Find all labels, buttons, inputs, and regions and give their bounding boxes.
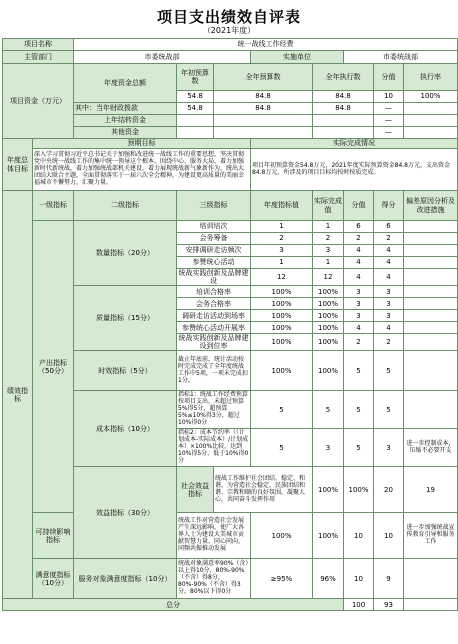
- quantity-row-name: 培训培次: [177, 221, 251, 233]
- timeliness-row-score: 5: [374, 351, 404, 391]
- quantity-row-actual: 12: [313, 269, 344, 286]
- quantity-row-note: [404, 245, 458, 257]
- quality-row-target: 100%: [251, 322, 313, 334]
- quality-row-score: 2: [374, 334, 404, 351]
- cost-row-note: 进一步控制成本，压缩不必要开支: [404, 429, 458, 467]
- quantity-row-weight: 6: [344, 221, 374, 233]
- quality-row-target: 100%: [251, 334, 313, 351]
- funds-other-executed: [313, 127, 374, 139]
- satisfaction-row-actual: 96%: [313, 559, 344, 599]
- funds-other-weight: —: [374, 127, 404, 139]
- quantity-row-name: 统战实践创新及品牌建设: [178, 269, 249, 286]
- quality-row-name: 调研走访活动到场率: [177, 310, 251, 322]
- funds-header-rate: 执行率: [404, 64, 458, 91]
- quality-row-score: 3: [374, 310, 404, 322]
- quantity-row-target: 3: [251, 245, 313, 257]
- quantity-row-score: 6: [374, 221, 404, 233]
- cost-row-note: [404, 391, 458, 429]
- cost-row-actual: 3: [313, 429, 344, 467]
- ind-header-level3: 三级指标: [177, 191, 251, 221]
- quantity-row-weight: 4: [344, 245, 374, 257]
- quality-row-note: [404, 322, 458, 334]
- ind-header-weight: 分值: [344, 191, 374, 221]
- quality-row-note: [404, 298, 458, 310]
- cost-row-name: 指标2：成本节约率（（计划成本-实际成本）/计划成本）×100%比较，达到10%得5分，低于10%得0分: [177, 429, 251, 467]
- quality-row-actual: 100%: [313, 298, 344, 310]
- quality-row-name: 会务合格率: [177, 298, 251, 310]
- impl-unit-value: 市委统战部: [344, 51, 458, 64]
- total-score: 93: [374, 599, 404, 611]
- quality-row-target: 100%: [251, 298, 313, 310]
- funds-fiscal-label: 其中：当年财政拨款: [74, 103, 177, 115]
- funds-group-label: 项目资金（万元）: [3, 64, 74, 139]
- timeliness-row-name: 截止年底前，统计活动按时完成完成了全年度统战工作中5项，一项未完成扣1分。: [177, 351, 251, 391]
- ind-header-level1: 一级指标: [33, 191, 74, 221]
- timeliness-indicator-label: 时效指标（5分）: [74, 351, 177, 391]
- quantity-row-weight: 4: [344, 257, 374, 269]
- sustain-row-note: 进一步加强统战宣传教育引导和服务工作: [404, 513, 458, 559]
- quality-row-weight: 2: [344, 334, 374, 351]
- quantity-row-weight: 2: [344, 233, 374, 245]
- satisfaction-sub-label: 服务对象满意度指标（10分）: [74, 559, 177, 599]
- sustain-row-weight: 10: [344, 513, 374, 559]
- cost-row-actual: 5: [313, 391, 344, 429]
- cost-row-score: 5: [374, 391, 404, 429]
- funds-total-annual: 84.8: [214, 91, 313, 103]
- quality-row-score: 3: [374, 286, 404, 298]
- funds-other-label: 其他资金: [74, 127, 177, 139]
- funds-header-initial: 年初预算数: [177, 64, 214, 91]
- quality-row-name: 培训合格率: [177, 286, 251, 298]
- impl-unit-label: 实施单位: [251, 51, 344, 64]
- dept-label: 主管部门: [3, 51, 74, 64]
- timeliness-row-note: [404, 351, 458, 391]
- quantity-row-score: 4: [374, 245, 404, 257]
- sustainable-impact-label: 可持续影响指标: [33, 513, 74, 559]
- funds-other-annual: [214, 127, 313, 139]
- timeliness-row-weight: 5: [344, 351, 374, 391]
- funds-total-executed: 84.8: [313, 91, 374, 103]
- evaluation-table: [2, 38, 458, 611]
- funds-fiscal-rate: [404, 103, 458, 115]
- social-row-name: 统战工作维护社会团结、稳定、和谐，为营造社会稳定、民族团结和谐、宗教和顺的良好氛围，凝聚人心，共同奋斗发挥作用: [214, 467, 313, 513]
- satisfaction-indicator-label: 满意度指标（10分）: [33, 559, 74, 599]
- funds-carryover-annual: [214, 115, 313, 127]
- ind-header-level2: 二级指标: [74, 191, 177, 221]
- quantity-row-target: 2: [251, 233, 313, 245]
- funds-other-rate: [404, 127, 458, 139]
- satisfaction-row-name: 统战对象满意率90%（含）以上得10分，80%-90%（不含）得8分，80%-90%（不含）得3分，80%以下得0分: [177, 559, 251, 599]
- cost-indicator-label: 成本指标（10分）: [74, 391, 177, 467]
- satisfaction-row-note: [404, 559, 458, 599]
- quantity-row-name: 安排调研走访频次: [177, 245, 251, 257]
- goals-actual-header: 实际完成情况: [251, 139, 458, 149]
- timeliness-row-actual: 100%: [313, 351, 344, 391]
- goals-label: 年度总体目标: [3, 139, 33, 191]
- quantity-row-score: 2: [374, 233, 404, 245]
- cost-row-score: 3: [374, 429, 404, 467]
- quality-row-target: 100%: [251, 286, 313, 298]
- funds-fiscal-executed: 84.8: [313, 103, 374, 115]
- quality-row-note: [404, 310, 458, 322]
- quantity-row-target: 1: [251, 221, 313, 233]
- quality-row-weight: 4: [344, 322, 374, 334]
- quality-row-actual: 100%: [313, 286, 344, 298]
- output-indicator-label: 产出指标（50分）: [33, 221, 74, 513]
- quantity-row-actual: 3: [313, 245, 344, 257]
- sustain-row-score: 10: [374, 513, 404, 559]
- ind-header-note: 偏差原因分析及改进措施: [404, 191, 458, 221]
- quantity-row-score: 4: [374, 269, 404, 286]
- page-subtitle: （2021年度）: [202, 26, 256, 35]
- quality-row-note: [404, 286, 458, 298]
- quality-indicator-label: 质量指标（15分）: [74, 286, 177, 351]
- benefit-indicator-label: 效益指标（30分）: [74, 467, 177, 559]
- funds-carryover-executed: [313, 115, 374, 127]
- funds-header-executed: 全年执行数: [313, 64, 374, 91]
- cost-row-weight: 5: [344, 391, 374, 429]
- project-name-label: 项目名称: [3, 39, 74, 51]
- satisfaction-row-target: ≥95%: [251, 559, 313, 599]
- quantity-row-note: [404, 233, 458, 245]
- funds-fiscal-weight: —: [374, 103, 404, 115]
- quantity-row-score: 4: [374, 257, 404, 269]
- quality-row-score: 3: [374, 298, 404, 310]
- social-benefit-label: 社会效益指标: [177, 467, 214, 513]
- funds-carryover-initial: [177, 115, 214, 127]
- sustain-row-name: 统战工作对营造社会发展产生深远影响，使广大各界人士为建设大美城市贡献智慧力量，同心同向，同频共振推动发展: [177, 513, 251, 559]
- quality-row-name: 统战实践创新及品牌建设到位率: [178, 334, 249, 351]
- goals-expected-text: 深入学习贯彻习近平总书记关于加强和改进统一战线工作的重要思想，坚决贯彻党中央统一战线工作的集中统一领导这个根本，围绕中心、服务大局，着力加强新时代新统战，着力加强统战部机关建设，着力展现统战新气象新作为，统出大团结大联合主题，全面贯彻落实于一届六次全会精神，为建设更高质量的美丽幸福城市不懈努力，汇聚力量。: [33, 149, 251, 191]
- funds-total-rate: 100%: [404, 91, 458, 103]
- page-title: 项目支出绩效自评表: [156, 8, 301, 26]
- funds-total-initial: 54.8: [177, 91, 214, 103]
- ind-header-target: 年度指标值: [251, 191, 313, 221]
- social-row-weight: 20: [374, 467, 404, 513]
- quantity-indicator-label: 数量指标（20分）: [74, 221, 177, 286]
- quality-row-actual: 100%: [313, 334, 344, 351]
- cost-row-target: 5: [251, 429, 313, 467]
- quality-row-score: 4: [374, 322, 404, 334]
- quantity-row-note: [404, 269, 458, 286]
- quantity-row-actual: 1: [313, 257, 344, 269]
- funds-other-initial: [177, 127, 214, 139]
- funds-fiscal-initial: 54.8: [177, 103, 214, 115]
- quantity-row-target: 1: [251, 257, 313, 269]
- quality-row-weight: 3: [344, 298, 374, 310]
- goals-expected-header: 预期目标: [33, 139, 251, 149]
- quality-row-note: [404, 334, 458, 351]
- quality-row-weight: 3: [344, 310, 374, 322]
- funds-total-weight: 10: [374, 91, 404, 103]
- social-row-score: 19: [404, 467, 458, 513]
- quality-row-actual: 100%: [313, 322, 344, 334]
- total-note: [404, 599, 458, 611]
- quantity-row-note: [404, 221, 458, 233]
- funds-total-label: 年度资金总额: [74, 64, 177, 103]
- funds-header-weight: 分值: [374, 64, 404, 91]
- funds-fiscal-annual: 84.8: [214, 103, 313, 115]
- quality-row-target: 100%: [251, 310, 313, 322]
- quality-row-actual: 100%: [313, 310, 344, 322]
- funds-carryover-label: 上年结转资金: [74, 115, 177, 127]
- project-name-value: 统一战线工作经费: [74, 39, 458, 51]
- quantity-row-note: [404, 257, 458, 269]
- quality-row-name: 参赞统心活动开展率: [177, 322, 251, 334]
- quantity-row-weight: 4: [344, 269, 374, 286]
- quantity-row-actual: 1: [313, 221, 344, 233]
- quality-row-weight: 3: [344, 286, 374, 298]
- timeliness-row-target: 100%: [251, 351, 313, 391]
- quantity-row-name: 会务筹备: [177, 233, 251, 245]
- dept-value: 市委统战部: [74, 51, 251, 64]
- satisfaction-row-weight: 10: [344, 559, 374, 599]
- social-row-target: 100%: [313, 467, 344, 513]
- cost-row-weight: 5: [344, 429, 374, 467]
- quantity-row-target: 12: [251, 269, 313, 286]
- cost-row-target: 5: [251, 391, 313, 429]
- funds-header-annual: 全年预算数: [214, 64, 313, 91]
- indicators-group-label: 绩效指标: [3, 191, 33, 599]
- satisfaction-row-score: 9: [374, 559, 404, 599]
- ind-header-score: 得分: [374, 191, 404, 221]
- total-max-score: 100: [344, 599, 374, 611]
- ind-header-actual: 实际完成值: [313, 191, 344, 221]
- social-row-actual: 100%: [344, 467, 374, 513]
- cost-row-name: 指标1：统战工作经费预算按项目支出，未超过预算5%得5分，超预算5%≤10%得3分，超过10%得0分: [177, 391, 251, 429]
- total-label: 总分: [3, 599, 344, 611]
- sustain-row-target: 100%: [251, 513, 313, 559]
- sustain-row-actual: 100%: [313, 513, 344, 559]
- goals-actual-text: 项目年初预算资金54.8万元，2021年度实际预算资金84.8万元，支出资金84.8万元，所涉及的项目目标均按时按质完成。: [251, 149, 458, 191]
- funds-carryover-rate: [404, 115, 458, 127]
- quantity-row-actual: 2: [313, 233, 344, 245]
- quantity-row-name: 参赞统心活动: [177, 257, 251, 269]
- funds-carryover-weight: —: [374, 115, 404, 127]
